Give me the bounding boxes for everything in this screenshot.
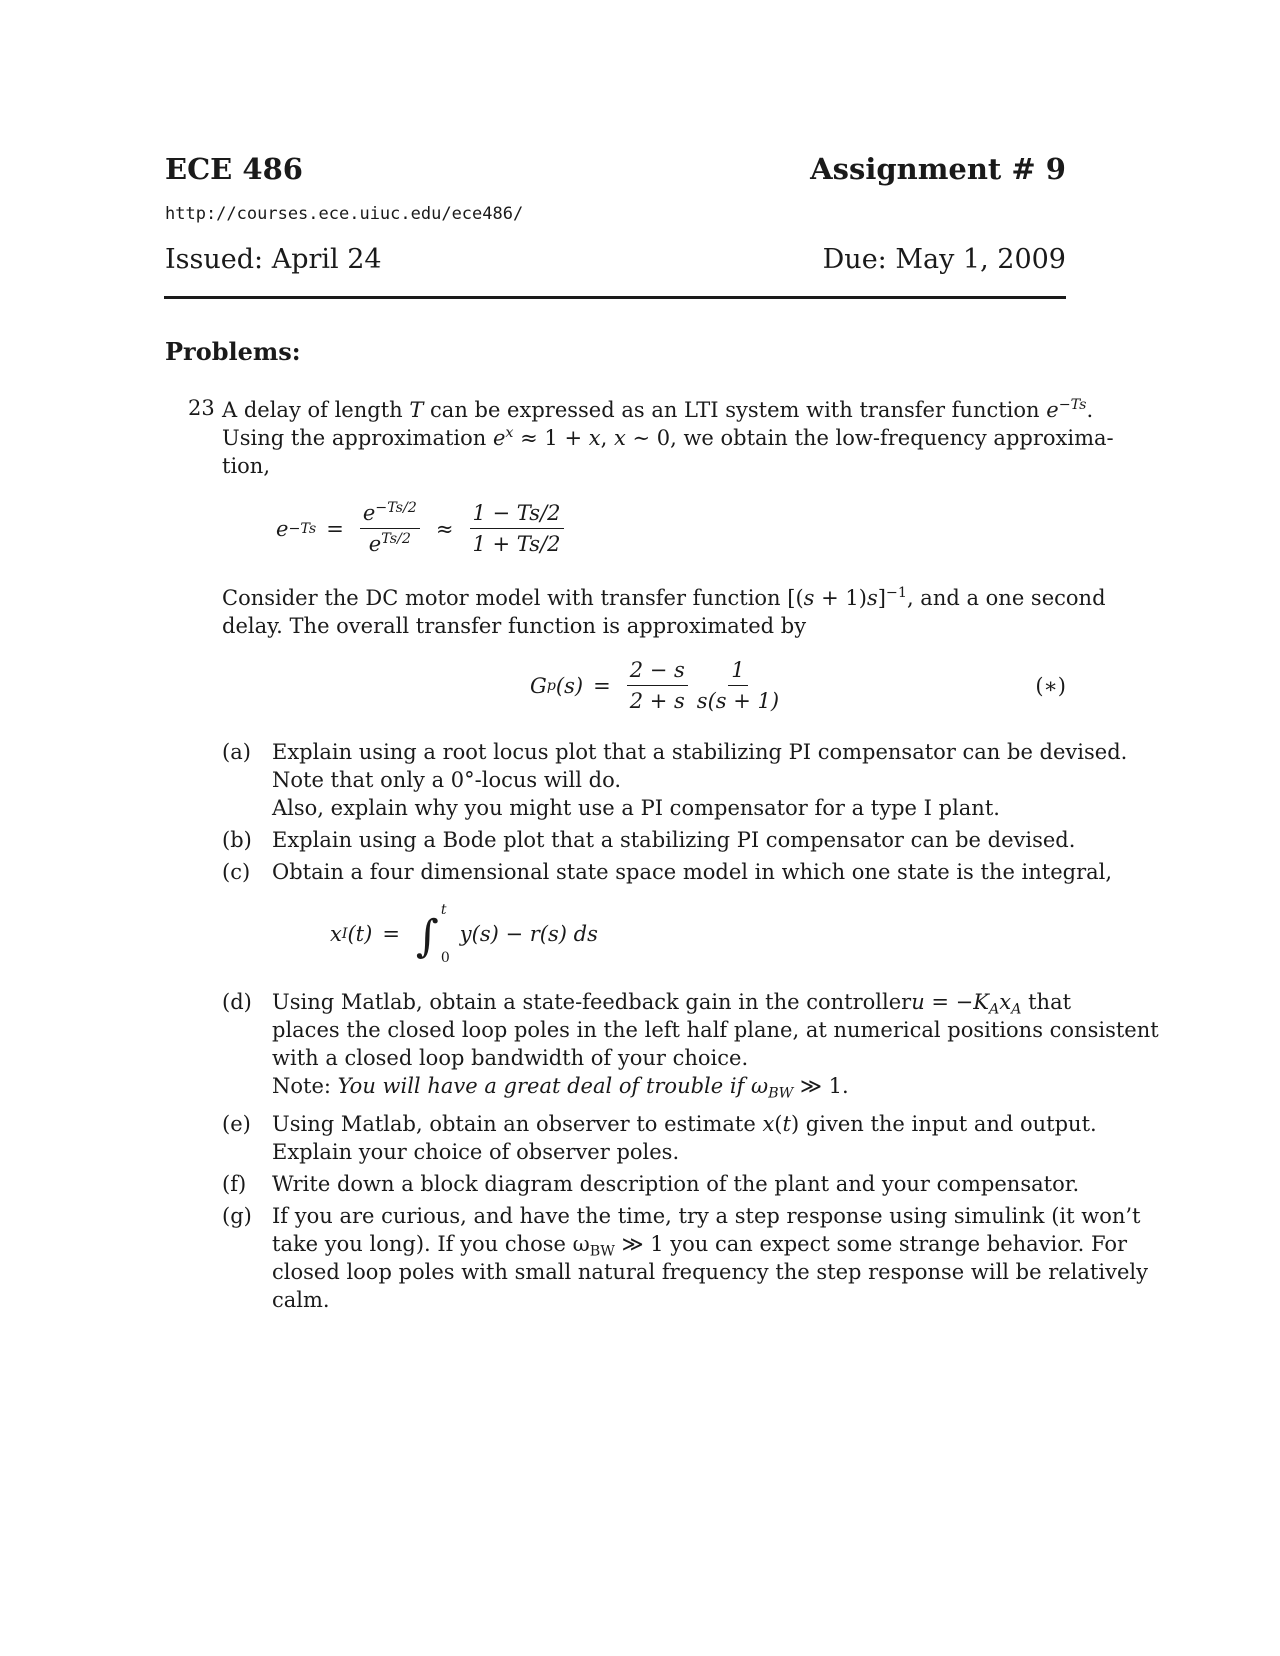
intro-line-2: Using the approximation $e^x \approx 1 + x$, x ∼ 0, we obtain the low-frequency approxima- [222,425,1114,450]
fraction-delay: $\frac{2 - s}{2 + s}$ [627,657,688,714]
course-title: ECE 486 [165,152,303,186]
plant-transfer-function: G p (s) = $\frac{2 - s}{2 + s}$ $\frac{1}{s(s + 1)}$ [530,657,788,714]
problem-number: 23 [188,396,215,420]
course-url[interactable]: http://courses.ece.uiuc.edu/ece486/ [165,204,524,224]
section-title: Problems: [165,337,301,366]
fraction-motor: $\frac{1}{s(s + 1)}$ [696,658,780,713]
assignment-page: ECE 486 Assignment # 9 http://courses.ece.uiuc.edu/ece486/ Issued: April 24 Due: May 1, 2009 Problems: 23 A delay of length T can be expressed as an LTI system with transfer function $e^{-Ts}$. Using the approximation $e^x \approx 1 + x$, x ∼ 0, we obtain the low-frequency approxima- tion, e −Ts = $\frac{e^{-Ts/2}}{e^{Ts/2}}$ ≈ $\frac{1 - Ts/2}{1 + Ts/2}$ Consider the DC motor model with transfer function $[(s + 1)s]^{-1}$, and a one second delay. The overall transfer function is approximated by G p (s) = $\frac{2 - s}{2 + s}$ $\frac{1}{s(s + 1)}$ (∗) (a) Explain using a root locus plot that a stabilizing PI compensator can be devised. Note that only a 0°-locus will do. Also, explain why you might use a PI compensator for a type I plant. (b) Explain using a Bode plot that a stabilizing PI compensator can be devised. (c) Obtain a four dimensional state space model in which one state is the integral, x I (t) = ∫ t 0 y(s) − r(s) ds (d) Using Matlab, obtain a state-feedback gain in the controller $u = -K_Ax_A$ that places the closed loop poles in the left half plane, at numerical positions consistent with a closed loop bandwidth of your choice. Note: You will have a great deal of trouble if $\omega_{BW}$ ≫ 1. (e) Using Matlab, obtain an observer to estimate x(t) given the input and output. Explain your choice of observer poles. (f) Write down a block diagram description of the plant and your compensator. (g) If you are curious, and have the time, try a step response using simulink (it won’t take you long). If you chose $\omega_{BW}$ ≫ 1 you can expect some strange behavior. For closed loop poles with small natural frequency the step response will be relatively calm. [165,152,1159,1312]
assignment-title: Assignment # 9 [810,152,1066,186]
header-divider [164,296,1066,299]
motor-model-paragraph [222,584,1106,640]
due-date: Due: May 1, 2009 [822,244,1066,275]
intro-line-1: A delay of length T can be expressed as an LTI system with transfer function $e^{-Ts}$. [222,397,1094,422]
motor-line-2: delay. The overall transfer function is approximated by [222,614,807,638]
fraction-exp: $\frac{e^{-Ts/2}}{e^{Ts/2}}$ [360,500,420,557]
problem-intro [222,396,1114,480]
delay-approximation-equation: e −Ts = $\frac{e^{-Ts/2}}{e^{Ts/2}}$ ≈ $\frac{1 - Ts/2}{1 + Ts/2}$ [276,500,570,557]
motor-line-1: Consider the DC motor model with transfer function $[(s + 1)s]^{-1}$, and a one second [222,585,1106,610]
intro-line-3: tion, [222,454,270,478]
integral-state-equation: x I (t) = ∫ t 0 y(s) − r(s) ds [330,902,598,966]
equation-tag: (∗) [1035,674,1066,698]
fraction-pade: $\frac{1 - Ts/2}{1 + Ts/2}$ [470,500,564,557]
issued-date: Issued: April 24 [165,244,382,275]
